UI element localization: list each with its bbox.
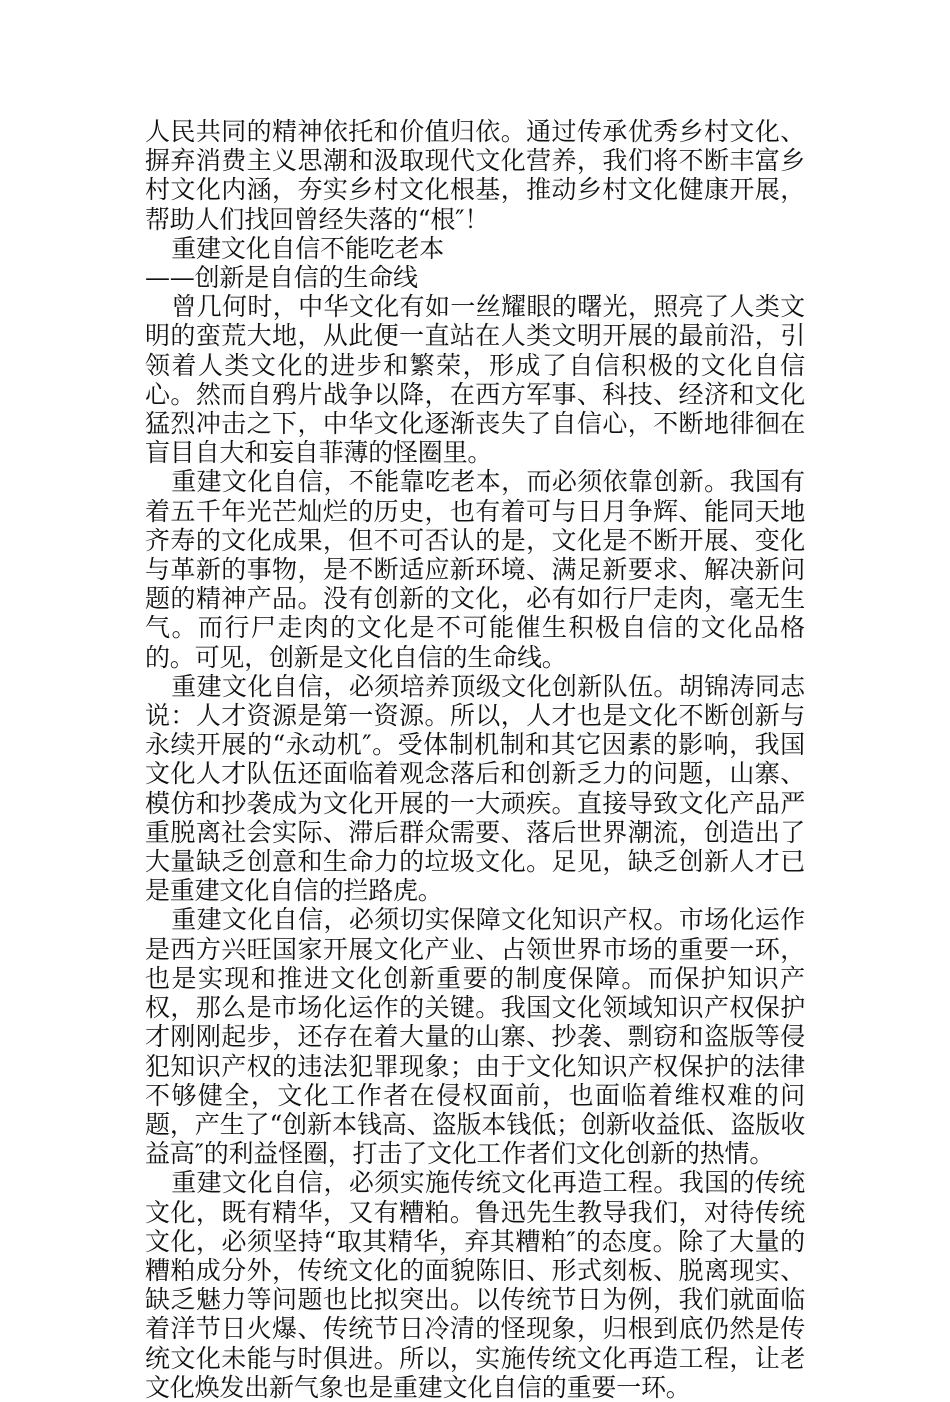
body-paragraph-1: 曾几何时，中华文化有如一丝耀眼的曙光，照亮了人类文明的蛮荒大地，从此便一直站在人类文明开展的最前沿，引领着人类文化的进步和繁荣，形成了自信积极的文化自信心。然而自鸦片战争以降，在西方军事、科技、经济和文化猛烈冲击之下，中华文化逐渐丧失了自信心，不断地徘徊在盲目自大和妄自菲薄的怪圈里。 [145,292,805,468]
article-subtitle: ——创新是自信的生命线 [145,263,418,293]
document-page [145,117,805,1402]
body-paragraph-2: 重建文化自信，不能靠吃老本，而必须依靠创新。我国有着五千年光芒灿烂的历史，也有着可与日月争辉、能同天地齐寿的文化成果，但不可否认的是，文化是不断开展、变化与革新的事物，是不断适应新环境、满足新要求、解决新问题的精神产品。没有创新的文化，必有如行尸走肉，毫无生气。而行尸走肉的文化是不可能催生积极自信的文化品格的。可见，创新是文化自信的生命线。 [145,467,805,672]
body-paragraph-4: 重建文化自信，必须切实保障文化知识产权。市场化运作是西方兴旺国家开展文化产业、占领世界市场的重要一环，也是实现和推进文化创新重要的制度保障。而保护知识产权，那么是市场化运作的关键。我国文化领域知识产权保护才刚刚起步，还存在着大量的山寨、抄袭、剽窃和盗版等侵犯知识产权的违法犯罪现象；由于文化知识产权保护的法律不够健全，文化工作者在侵权面前，也面临着维权难的问题，产生了“创新本钱高、盗版本钱低；创新收益低、盗版收益高″的利益怪圈，打击了文化工作者们文化创新的热情。 [145,905,805,1169]
body-paragraph-3: 重建文化自信，必须培养顶级文化创新队伍。胡锦涛同志说：人才资源是第一资源。所以，人才也是文化不断创新与永续开展的“永动机″。受体制机制和其它因素的影响，我国文化人才队伍还面临着观念落后和创新乏力的问题，山寨、模仿和抄袭成为文化开展的一大顽疾。直接导致文化产品严重脱离社会实际、滞后群众需要、落后世界潮流，创造出了大量缺乏创意和生命力的垃圾文化。足见，缺乏创新人才已是重建文化自信的拦路虎。 [145,671,805,906]
body-paragraph-5: 重建文化自信，必须实施传统文化再造工程。我国的传统文化，既有精华，又有糟粕。鲁迅先生教导我们，对待传统文化，必须坚持“取其精华，弃其糟粕″的态度。除了大量的糟粕成分外，传统文化的面貌陈旧、形式刻板、脱离现实、缺乏魅力等问题也比拟突出。以传统节日为例，我们就面临着洋节日火爆、传统节日冷清的怪现象，归根到底仍然是传统文化未能与时俱进。所以，实施传统文化再造工程，让老文化焕发出新气象也是重建文化自信的重要一环。 [145,1168,805,1402]
article-title: 重建文化自信不能吃老本 [171,233,445,263]
body-paragraph-continued: 人民共同的精神依托和价值归依。通过传承优秀乡村文化、摒弃消费主义思潮和汲取现代文化营养，我们将不断丰富乡村文化内涵，夯实乡村文化根基，推动乡村文化健康开展，帮助人们找回曾经失落的“根″！ [145,117,805,234]
